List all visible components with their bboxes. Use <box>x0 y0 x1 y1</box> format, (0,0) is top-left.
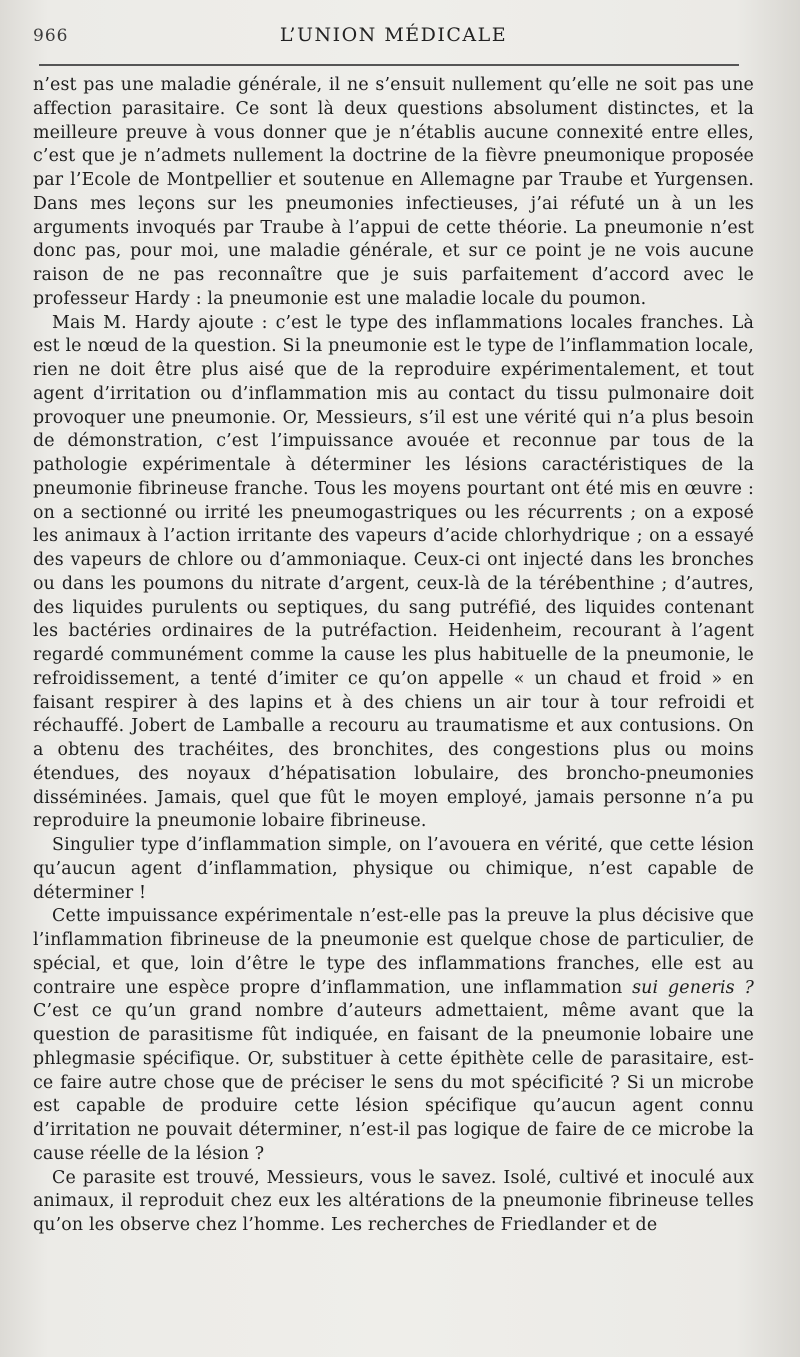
body-text <box>33 74 754 1238</box>
paragraph-1: n’est pas une maladie générale, il ne s’ensuit nullement qu’elle ne soit pas une affection parasitaire. Ce sont là deux questions absolument distinctes, et la meilleure preuve à vous donner que je n’établis aucune connexité entre elles, c’est que je n’admets nullement la doctrine de la fièvre pneumonique proposée par l’Ecole de Montpellier et soutenue en Allemagne par Traube et Yurgensen. Dans mes leçons sur les pneumonies infectieuses, j’ai réfuté un à un les arguments invoqués par Traube à l’appui de cette théorie. La pneumonie n’est donc pas, pour moi, une maladie générale, et sur ce point je ne vois aucune raison de ne pas reconnaître que je suis parfaitement d’accord avec le professeur Hardy : la pneumonie est une maladie locale du poumon. <box>33 75 754 309</box>
page-header <box>33 20 754 52</box>
running-title: L’UNION MÉDICALE <box>279 24 508 46</box>
paragraph-4-text-after: C’est ce qu’un grand nombre d’auteurs admettaient, même avant que la question de parasitisme fût indiquée, en faisant de la pneumonie lobaire une phlegmasie spécifique. Or, substituer à cette épithète celle de parasitaire, est-ce faire autre chose que de préciser le sens du mot spécificité ? Si un microbe est capable de produire cette lésion spécifique qu’aucun agent connu d’irritation ne pouvait déterminer, n’est-il pas logique de faire de ce microbe la cause réelle de la lésion ? <box>33 1001 754 1164</box>
paragraph-4 <box>33 905 754 1166</box>
paragraph-4-text-before: Cette impuissance expérimentale n’est-elle pas la preuve la plus décisive que l’inflammation fibrineuse de la pneumonie est quelque chose de particulier, de spécial, et que, loin d’être le type des inflammations franches, elle est au contraire une espèce propre d’inflammation, une inflammation <box>33 906 754 998</box>
header-rule <box>39 64 739 66</box>
paragraph-4-italic: sui generis ? <box>632 977 755 998</box>
paragraph-3: Singulier type d’inflammation simple, on l’avouera en vérité, que cette lésion qu’aucun agent d’inflammation, physique ou chimique, n’est capable de déterminer ! <box>33 835 754 903</box>
paragraph-5: Ce parasite est trouvé, Messieurs, vous le savez. Isolé, cultivé et inoculé aux animaux, il reproduit chez eux les altérations de la pneumonie fibrineuse telles qu’on les observe chez l’homme. Les recherches de Friedlander et de <box>33 1167 754 1235</box>
paragraph-2: Mais M. Hardy ajoute : c’est le type des inflammations locales franches. Là est le nœud de la question. Si la pneumonie est le type de l’inflammation locale, rien ne doit être plus aisé que de la reproduire expérimentalement, et tout agent d’irritation ou d’inflammation mis au contact du tissu pulmonaire doit provoquer une pneumonie. Or, Messieurs, s’il est une vérité qui n’a plus besoin de démonstration, c’est l’impuissance avouée et reconnue par tous de la pathologie expérimentale à déterminer les lésions caractéristiques de la pneumonie fibrineuse franche. Tous les moyens pourtant ont été mis en œuvre : on a sectionné ou irrité les pneumogastriques ou les récurrents ; on a exposé les animaux à l’action irritante des vapeurs d’acide chlorhydrique ; on a essayé des vapeurs de chlore ou d’ammoniaque. Ceux-ci ont injecté dans les bronches ou dans les poumons du nitrate d’argent, ceux-là de la térébenthine ; d’autres, des liquides purulents ou septiques, du sang putréfié, des liquides contenant les bactéries ordinaires de la putréfaction. Heidenheim, recourant à l’agent regardé communément comme la cause les plus habituelle de la pneumonie, le refroidissement, a tenté d’imiter ce qu’on appelle « un chaud et froid » en faisant respirer à des lapins et à des chiens un air tour à tour refroidi et réchauffé. Jobert de Lamballe a recouru au traumatisme et aux contusions. On a obtenu des trachéites, des bronchites, des congestions plus ou moins étendues, des noyaux d’hépatisation lobulaire, des broncho-pneumonies disséminées. Jamais, quel que fût le moyen employé, jamais personne n’a pu reproduire la pneumonie lobaire fibrineuse. <box>33 312 754 832</box>
page-number: 966 <box>33 26 69 46</box>
